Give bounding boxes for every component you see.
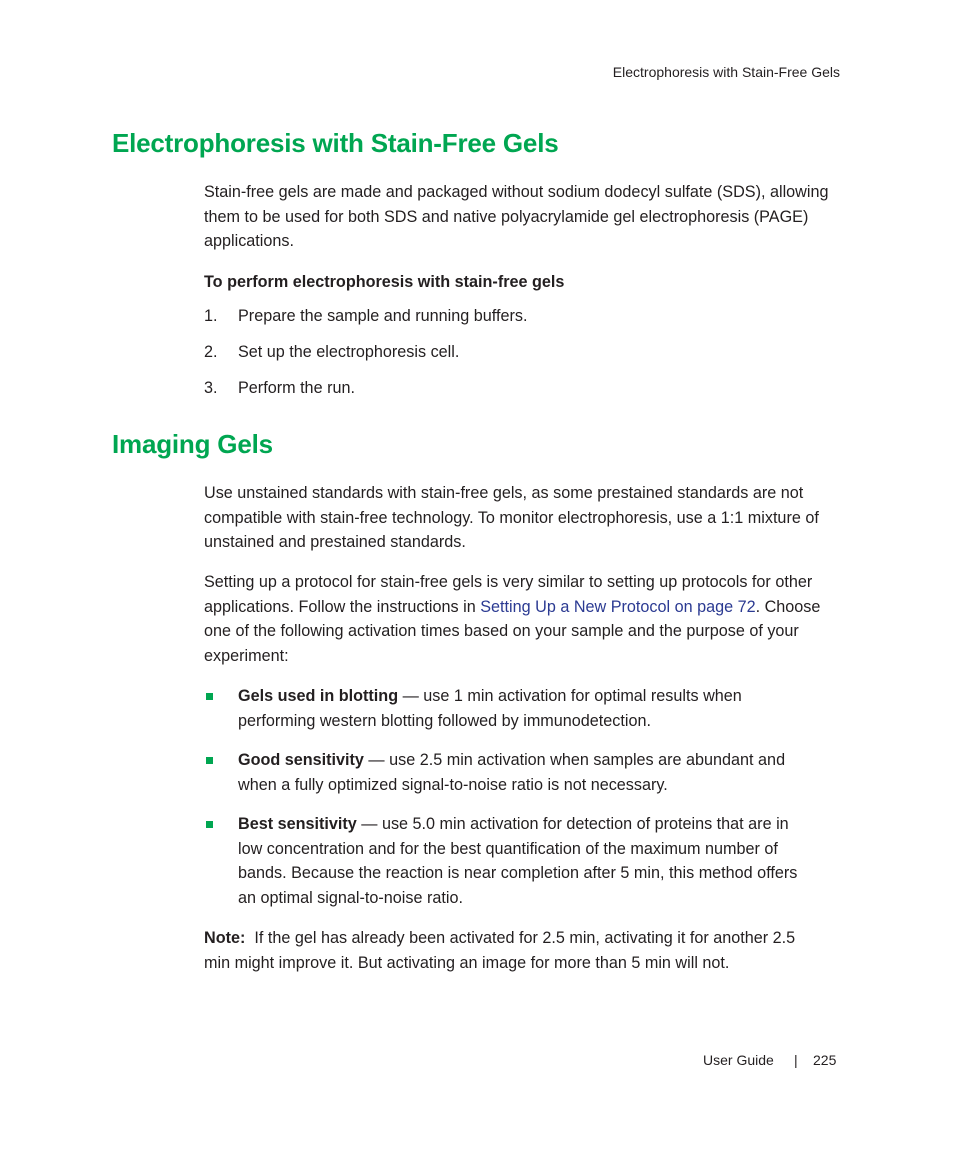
note-paragraph	[204, 926, 814, 975]
running-head: Electrophoresis with Stain-Free Gels	[612, 64, 840, 80]
paragraph-text: . Choose one of the following activation times based on your sample and the purpose of your experiment:	[204, 597, 821, 665]
page-number: 225	[813, 1052, 837, 1068]
section-title-imaging-gels: Imaging Gels	[112, 429, 273, 459]
intro-paragraph: Stain-free gels are made and packaged without sodium dodecyl sulfate (SDS), allowing them to be used for both SDS and native polyacrylamide gel electrophoresis (PAGE) applications.	[204, 183, 829, 250]
bullet-desc: — use 5.0 min activation for detection of proteins that are in low concentration and for the best quantification of the maximum number of bands. Because the reaction is near completion after 5 min, this method offers an optimal signal-to-noise ratio.	[238, 815, 798, 907]
step-number: 1.	[204, 307, 218, 325]
bullet-desc: — use 2.5 min activation when samples are abundant and when a fully optimized signal-to-noise ratio is not necessary.	[238, 751, 786, 794]
imaging-paragraph-1: Use unstained standards with stain-free gels, as some prestained standards are not compatible with stain-free technology. To monitor electrophoresis, use a 1:1 mixture of unstained and prestained standards.	[204, 484, 819, 551]
step-text: Set up the electrophoresis cell.	[238, 343, 460, 361]
bullet-square-icon	[206, 757, 213, 764]
imaging-paragraph-2	[204, 570, 844, 668]
bullet-term: Good sensitivity	[238, 751, 364, 769]
bullet-square-icon	[206, 821, 213, 828]
section-title-electrophoresis: Electrophoresis with Stain-Free Gels	[112, 128, 559, 158]
step-number: 2.	[204, 343, 218, 361]
footer-separator: |	[794, 1052, 798, 1068]
procedure-heading: To perform electrophoresis with stain-free gels	[204, 273, 565, 291]
note-text: If the gel has already been activated for 2.5 min, activating it for another 2.5 min might improve it. But activating an image for more than 5 min will not.	[204, 929, 800, 972]
step-text: Prepare the sample and running buffers.	[238, 307, 528, 325]
step-text: Perform the run.	[238, 379, 355, 397]
bullet-square-icon	[206, 693, 213, 700]
paragraph-text: Setting up a protocol for stain-free gels is very similar to setting up protocols for other applications. Follow the instructions in	[204, 573, 813, 616]
step-number: 3.	[204, 379, 218, 397]
note-label: Note:	[204, 929, 246, 947]
footer-guide-label: User Guide	[703, 1052, 774, 1068]
bullet-term: Gels used in blotting	[238, 687, 399, 705]
bullet-desc: — use 1 min activation for optimal results when performing western blotting followed by immunodetection.	[238, 687, 742, 730]
bullet-term: Best sensitivity	[238, 815, 357, 833]
protocol-link[interactable]: Setting Up a New Protocol on page 72	[480, 597, 756, 616]
